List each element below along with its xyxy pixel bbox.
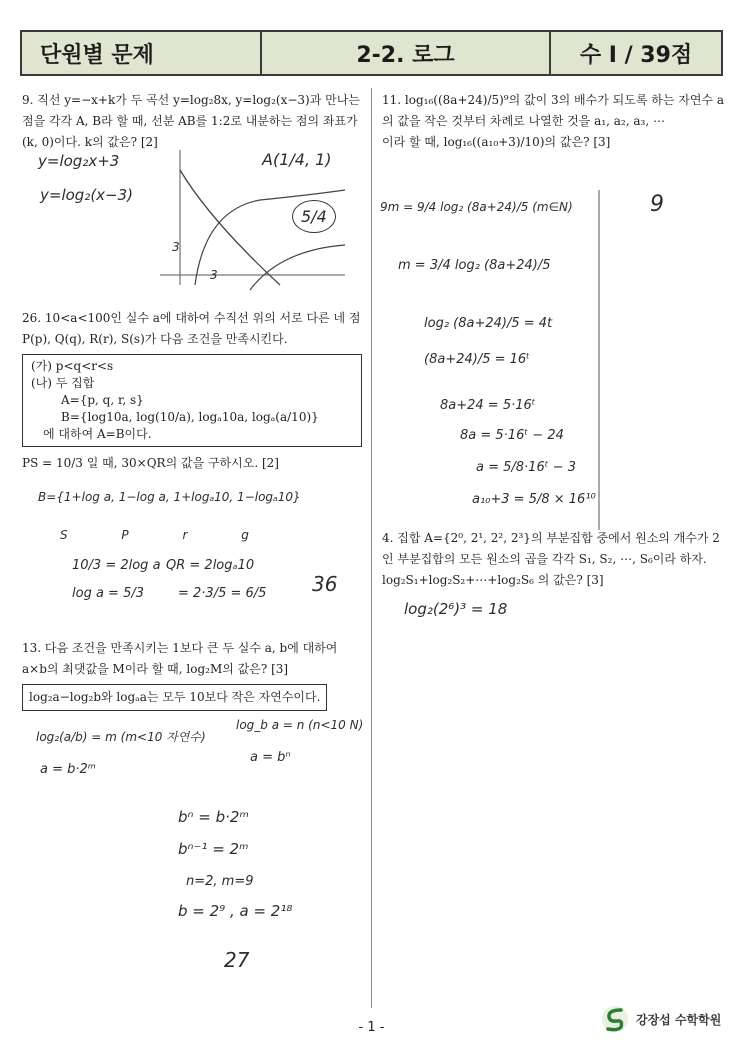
page-header bbox=[20, 30, 723, 76]
problem-26-question: PS = 10/3 일 때, 30×QR의 값을 구하시오. [2] bbox=[22, 456, 279, 470]
header-score: 수 I / 39점 bbox=[549, 32, 721, 74]
problem-13-condition-box: log₂a−log₂b와 logₐa는 모두 10보다 작은 자연수이다. bbox=[22, 684, 327, 711]
hand-p11-work2: m = 3/4 log₂ (8a+24)/5 bbox=[398, 258, 551, 273]
header-topic: 2-2. 로그 bbox=[356, 42, 455, 68]
hand-p11-work8: a₁₀+3 = 5/8 × 16¹⁰ bbox=[472, 492, 596, 507]
hand-p13-work1: log₂(a/b) = m (m<10 자연수) bbox=[36, 730, 206, 744]
problem-9-number: 9. bbox=[22, 93, 34, 107]
academy-logo-icon bbox=[600, 1004, 630, 1034]
hand-p9-answer: 5/4 bbox=[292, 200, 336, 233]
hand-p11-work1: 9m = 9/4 log₂ (8a+24)/5 (m∈N) bbox=[380, 200, 573, 214]
hand-p13-work6: bⁿ⁻¹ = 2ᵐ bbox=[178, 840, 249, 858]
problem-26-condition-box bbox=[22, 354, 362, 447]
p9-graph-sketch bbox=[150, 150, 350, 300]
page-number: - 1 - bbox=[358, 1020, 385, 1035]
hand-p11-work4: (8a+24)/5 = 16ᵗ bbox=[424, 352, 530, 367]
problem-11-text2: 이라 할 때, log₁₆((a₁₀+3)/10)의 값은? [3] bbox=[382, 135, 611, 149]
problem-11-number: 11. bbox=[382, 93, 402, 107]
problem-4 bbox=[382, 528, 727, 591]
academy-name: 강장섭 수학학원 bbox=[636, 1012, 722, 1027]
hand-p9-eq1: y=log₂x+3 bbox=[38, 152, 120, 170]
hand-p13-work2: a = b·2ᵐ bbox=[40, 762, 96, 777]
academy-brand bbox=[600, 1004, 721, 1034]
hand-p13-work5: bⁿ = b·2ᵐ bbox=[178, 808, 249, 826]
problem-4-number: 4. bbox=[382, 531, 394, 545]
hand-p13-work3: log_b a = n (n<10 N) bbox=[236, 718, 364, 732]
hand-p26-labels: S P r g bbox=[60, 528, 249, 542]
column-divider bbox=[371, 88, 372, 1008]
hand-p9-eq2: y=log₂(x−3) bbox=[40, 186, 134, 204]
hand-p11-work6: 8a = 5·16ᵗ − 24 bbox=[460, 428, 564, 443]
hand-p26-work1: 10/3 = 2log a bbox=[72, 558, 161, 573]
hand-p11-answer: 9 bbox=[650, 192, 664, 217]
p11-work-separator bbox=[596, 190, 602, 530]
hand-p11-work7: a = 5/8·16ᵗ − 3 bbox=[476, 460, 576, 475]
problem-26-setA: A={p, q, r, s} bbox=[61, 393, 144, 407]
hand-p26-work4: = 2·3/5 = 6/5 bbox=[178, 586, 267, 601]
hand-p13-work4: a = bⁿ bbox=[250, 750, 291, 765]
hand-p11-work5: 8a+24 = 5·16ᵗ bbox=[440, 398, 536, 413]
problem-26 bbox=[22, 308, 362, 474]
problem-4-text: 집합 A={2⁰, 2¹, 2², 2³}의 부분집합 중에서 원소의 개수가 2인 부분집합의 모든 원소의 곱을 각각 S₁, S₂, ⋯, S₆이라 하자. log₂S₁+log₂S₂+⋯+log₂S₆ 의 값은? [3] bbox=[382, 531, 720, 587]
problem-11-text1: log₁₆((8a+24)/5)⁹의 값이 3의 배수가 되도록 하는 자연수 a의 값을 작은 것부터 차례로 나열한 것을 a₁, a₂, a₃, ⋯ bbox=[382, 93, 724, 128]
problem-26-cond2: (나) 두 집합 bbox=[31, 376, 95, 390]
hand-p13-answer: 27 bbox=[224, 948, 250, 972]
problem-26-cond-end: 에 대하여 A=B이다. bbox=[43, 427, 152, 441]
hand-p9-graph-3b: 3 bbox=[210, 268, 218, 282]
problem-13-text: 다음 조건을 만족시키는 1보다 큰 두 실수 a, b에 대하여 a×b의 최댓값을 M이라 할 때, log₂M의 값은? [3] bbox=[22, 641, 338, 676]
problem-26-intro: 10<a<100인 실수 a에 대하여 수직선 위의 서로 다른 네 점 P(p), Q(q), R(r), S(s)가 다음 조건을 만족시킨다. bbox=[22, 311, 361, 346]
header-unit-label: 단원별 문제 bbox=[22, 32, 262, 74]
problem-26-setB: B={log10a, log(10/a), logₐ10a, logₐ(a/10)} bbox=[61, 410, 319, 424]
problem-13 bbox=[22, 638, 362, 711]
hand-p26-answer: 36 bbox=[312, 572, 338, 596]
problem-26-cond1: (가) p<q<r<s bbox=[31, 359, 114, 373]
hand-p13-work8: b = 2⁹ , a = 2¹⁸ bbox=[178, 902, 293, 920]
hand-p11-work3: log₂ (8a+24)/5 = 4t bbox=[424, 316, 553, 331]
problem-9 bbox=[22, 90, 362, 153]
problem-9-text: 직선 y=−x+k가 두 곡선 y=log₂8x, y=log₂(x−3)과 만나는 점을 각각 A, B라 할 때, 선분 AB를 1:2로 내분하는 점의 좌표가 (k, 0)이다. k의 값은? [2] bbox=[22, 93, 360, 149]
hand-p9-point: A(1/4, 1) bbox=[262, 150, 332, 169]
hand-p26-work3: QR = 2logₐ10 bbox=[166, 558, 255, 573]
hand-p26-work2: log a = 5/3 bbox=[72, 586, 144, 601]
hand-p13-work7: n=2, m=9 bbox=[186, 874, 254, 889]
hand-p26-setB: B={1+log a, 1−log a, 1+logₐ10, 1−logₐ10} bbox=[38, 490, 301, 504]
hand-p4-work: log₂(2⁶)³ = 18 bbox=[404, 600, 508, 618]
problem-26-number: 26. bbox=[22, 311, 42, 325]
problem-13-number: 13. bbox=[22, 641, 42, 655]
hand-p9-graph-3a: 3 bbox=[172, 240, 180, 254]
problem-11 bbox=[382, 90, 727, 153]
